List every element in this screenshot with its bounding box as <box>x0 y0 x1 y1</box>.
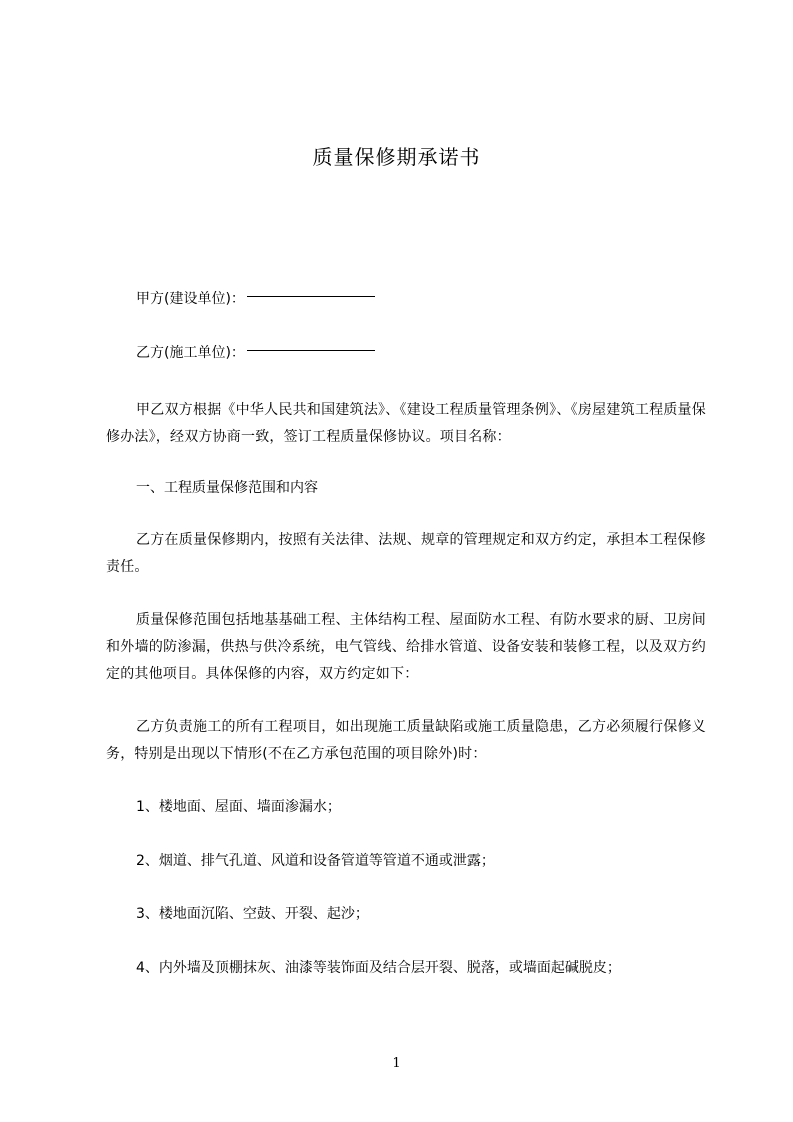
list-item-3: 3、楼地面沉陷、空鼓、开裂、起沙； <box>136 906 369 922</box>
list-item-1: 1、楼地面、屋面、墙面渗漏水； <box>136 799 341 815</box>
intro-paragraph: 甲乙双方根据《中华人民共和国建筑法》、《建设工程质量管理条例》、《房屋建筑工程质量保修办法》，经双方协商一致，签订工程质量保修协议。项目名称： <box>106 402 706 445</box>
page-title: 质量保修期承诺书 <box>312 145 481 169</box>
page-number: 1 <box>392 1056 401 1071</box>
party-a-blank <box>247 296 375 297</box>
party-a-line <box>136 289 375 309</box>
party-b-label: 乙方(施工单位)： <box>136 345 245 361</box>
list-item-4: 4、内外墙及顶棚抹灰、油漆等装饰面及结合层开裂、脱落，或墙面起碱脱皮； <box>136 960 621 976</box>
paragraph-1: 乙方在质量保修期内，按照有关法律、法规、规章的管理规定和双方约定，承担本工程保修责任。 <box>106 532 706 575</box>
paragraph-3: 乙方负责施工的所有工程项目，如出现施工质量缺陷或施工质量隐患，乙方必须履行保修义务，特别是出现以下情形(不在乙方承包范围的项目除外)时： <box>106 719 706 762</box>
party-b-line <box>136 343 375 363</box>
list-item-2: 2、烟道、排气孔道、风道和设备管道等管道不通或泄露； <box>136 853 495 869</box>
party-a-label: 甲方(建设单位)： <box>136 291 245 307</box>
party-b-blank <box>247 350 375 351</box>
section-heading-1: 一、工程质量保修范围和内容 <box>136 480 318 496</box>
paragraph-2: 质量保修范围包括地基基础工程、主体结构工程、屋面防水工程、有防水要求的厨、卫房间和外墙的防渗漏，供热与供冷系统，电气管线、给排水管道、设备安装和装修工程，以及双方约定的其他项目。具体保修的内容，双方约定如下： <box>106 612 706 682</box>
